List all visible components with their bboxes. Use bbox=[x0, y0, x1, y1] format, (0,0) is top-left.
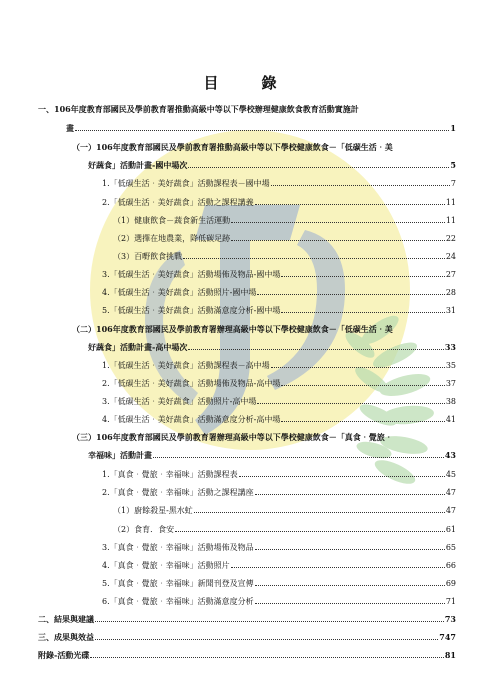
toc-entry-text: 2.「真食‧覺旅‧幸福味」活動之課程講座 bbox=[102, 488, 254, 497]
toc-entry[interactable] bbox=[88, 342, 456, 352]
toc-leader-dots bbox=[255, 596, 445, 604]
toc-entry-page: 45 bbox=[445, 470, 456, 479]
toc-entry-text: 幸福味」活動計畫 bbox=[88, 450, 152, 460]
toc-entry-page: 65 bbox=[445, 543, 456, 552]
toc-leader-dots bbox=[255, 197, 445, 205]
toc-entry-text: （二）106年度教育部國民及學前教育署辦理高級中等以下學校健康飲食－「低碳生活‧美 bbox=[72, 324, 393, 334]
toc-entry-page: 33 bbox=[444, 342, 456, 352]
toc-entry[interactable] bbox=[38, 614, 456, 624]
toc-entry-page: 41 bbox=[445, 415, 456, 424]
toc-leader-dots bbox=[257, 287, 444, 295]
toc-entry[interactable] bbox=[102, 414, 456, 425]
toc-entry-text: （一）106年度教育部國民及學前教育署推動高級中等以下學校健康飲食－「低碳生活‧美 bbox=[72, 142, 393, 152]
toc-entry-page: 27 bbox=[445, 270, 456, 279]
toc-entry-text: 3.「真食‧覺旅‧幸福味」活動場佈及物品 bbox=[102, 543, 254, 552]
toc-entry-page: 38 bbox=[445, 397, 456, 406]
toc-entry[interactable] bbox=[88, 160, 456, 170]
toc-entry-page: 28 bbox=[445, 288, 456, 297]
toc-entry[interactable] bbox=[102, 378, 456, 389]
toc-entry-text: 5.「真食‧覺旅‧幸福味」新聞刊登及宣傳 bbox=[102, 579, 254, 588]
toc-entry-page: 61 bbox=[445, 525, 456, 534]
toc-entry[interactable] bbox=[72, 142, 456, 152]
toc-leader-dots bbox=[95, 632, 438, 640]
toc-entry[interactable] bbox=[102, 469, 456, 480]
toc-entry-page: 7 bbox=[450, 179, 456, 188]
toc-leader-dots bbox=[257, 396, 444, 404]
toc-entry[interactable] bbox=[102, 396, 456, 407]
toc-leader-dots bbox=[281, 305, 444, 313]
toc-leader-dots bbox=[255, 578, 445, 586]
toc-entry-text: （2）食育．食安 bbox=[113, 525, 175, 534]
toc-entry-page: 47 bbox=[445, 488, 456, 497]
toc-leader-dots bbox=[188, 160, 449, 168]
toc-entry-page: 73 bbox=[444, 614, 456, 624]
toc-entry[interactable] bbox=[113, 233, 456, 244]
toc-entry-text: （三）106年度教育部國民及學前教育署辦理高級中等以下學校健康飲食－「真食‧覺旅‧ bbox=[72, 432, 393, 442]
toc-entry-page: 1 bbox=[450, 123, 456, 133]
toc-entry[interactable] bbox=[102, 269, 456, 280]
toc-entry-page: 71 bbox=[445, 597, 456, 606]
toc-entry-text: （2）選擇在地農業，降低碳足跡 bbox=[113, 234, 231, 243]
toc-entry-text: （1）健康飲食－蔬食新生活運動 bbox=[113, 216, 231, 225]
toc-entry-text: 好蔬食」活動計畫-國中場次 bbox=[88, 160, 188, 170]
toc-entry-text: 附錄-活動光碟 bbox=[38, 650, 90, 660]
toc-leader-dots bbox=[175, 524, 445, 532]
toc-leader-dots bbox=[231, 560, 445, 568]
toc-entry[interactable] bbox=[38, 650, 456, 660]
toc-entry-page: 5 bbox=[450, 160, 456, 170]
toc-entry[interactable] bbox=[102, 178, 456, 189]
toc-entry[interactable] bbox=[102, 287, 456, 298]
toc-entry[interactable] bbox=[102, 305, 456, 316]
toc-entry-text: 6.「真食‧覺旅‧幸福味」活動滿意度分析 bbox=[102, 597, 254, 606]
toc-entry-text: 1.「低碳生活‧美好蔬食」活動課程表－國中場 bbox=[102, 179, 270, 188]
toc-entry[interactable] bbox=[102, 542, 456, 553]
toc-entry-text: 4.「低碳生活‧美好蔬食」活動滿意度分析-高中場 bbox=[102, 415, 281, 424]
toc-entry[interactable] bbox=[72, 432, 456, 442]
toc-entry-text: 畫 bbox=[66, 123, 74, 133]
toc-entry-text: 4.「低碳生活‧美好蔬食」活動照片-國中場 bbox=[102, 288, 257, 297]
toc-entry[interactable] bbox=[102, 560, 456, 571]
toc-leader-dots bbox=[281, 269, 444, 277]
toc-entry-text: 二、結果與建議 bbox=[38, 614, 94, 624]
toc-leader-dots bbox=[281, 414, 444, 422]
toc-leader-dots bbox=[194, 505, 445, 513]
toc-entry[interactable] bbox=[113, 215, 456, 226]
toc-leader-dots bbox=[255, 487, 445, 495]
toc-entry-text: （1）廚餘殺星-黑水虻 bbox=[113, 506, 193, 515]
toc-entry[interactable] bbox=[102, 596, 456, 607]
toc-entry-page: 24 bbox=[445, 252, 456, 261]
toc-entry[interactable] bbox=[38, 104, 456, 114]
toc-leader-dots bbox=[231, 233, 445, 241]
toc-entry-page: 31 bbox=[445, 306, 456, 315]
toc-entry-text: 1.「低碳生活‧美好蔬食」活動課程表－高中場 bbox=[102, 361, 270, 370]
toc-entry-page: 11 bbox=[445, 198, 456, 207]
toc-entry-text: 2.「低碳生活‧美好蔬食」活動之課程講義 bbox=[102, 198, 254, 207]
toc-leader-dots bbox=[239, 469, 445, 477]
toc-entry[interactable] bbox=[66, 123, 456, 133]
toc-entry-text: 5.「低碳生活‧美好蔬食」活動滿意度分析-國中場 bbox=[102, 306, 281, 315]
toc-leader-dots bbox=[95, 614, 444, 622]
toc-entry[interactable] bbox=[102, 578, 456, 589]
toc-leader-dots bbox=[153, 450, 444, 458]
toc-entry[interactable] bbox=[88, 450, 456, 460]
toc-leader-dots bbox=[183, 251, 445, 259]
toc-entry-text: 2.「低碳生活‧美好蔬食」活動場佈及物品-高中場 bbox=[102, 379, 281, 388]
toc-entry-page: 43 bbox=[444, 450, 456, 460]
toc-entry-text: 3.「低碳生活‧美好蔬食」活動照片-高中場 bbox=[102, 397, 257, 406]
toc-entry-page: 69 bbox=[445, 579, 456, 588]
toc-leader-dots bbox=[188, 342, 444, 350]
toc-entry[interactable] bbox=[38, 632, 456, 642]
toc-entry-page: 37 bbox=[445, 379, 456, 388]
toc-leader-dots bbox=[281, 378, 444, 386]
toc-entry-page: 35 bbox=[445, 361, 456, 370]
toc-leader-dots bbox=[271, 178, 450, 186]
toc-entry-page: 81 bbox=[444, 650, 456, 660]
toc-entry[interactable] bbox=[102, 360, 456, 371]
toc-entry[interactable] bbox=[102, 197, 456, 208]
toc-entry-text: 1.「真食‧覺旅‧幸福味」活動課程表 bbox=[102, 470, 238, 479]
toc-leader-dots bbox=[90, 650, 444, 658]
toc-entry-page: 11 bbox=[445, 216, 456, 225]
toc-entry-text: （3）百嘢飲食挑戰 bbox=[113, 252, 183, 261]
toc-entry[interactable] bbox=[113, 505, 456, 516]
toc-entry-text: 好蔬食」活動計畫-高中場次 bbox=[88, 342, 188, 352]
toc-entry-text: 4.「真食‧覺旅‧幸福味」活動照片 bbox=[102, 561, 230, 570]
toc-entry-page: 66 bbox=[445, 561, 456, 570]
toc-entry-page: 47 bbox=[445, 506, 456, 515]
toc-entry[interactable] bbox=[72, 324, 456, 334]
toc-entry-text: 三、成果與效益 bbox=[38, 632, 94, 642]
toc-entry[interactable] bbox=[102, 487, 456, 498]
toc-entry-text: 一、106年度教育部國民及學前教育署推動高級中等以下學校辦理健康飲食教育活動實施計 bbox=[38, 104, 359, 114]
toc-leader-dots bbox=[75, 123, 449, 131]
toc-entry[interactable] bbox=[113, 524, 456, 535]
toc-leader-dots bbox=[231, 215, 445, 223]
toc-entry-text: 3.「低碳生活‧美好蔬食」活動場佈及物品-國中場 bbox=[102, 270, 281, 279]
page-title: 目 錄 bbox=[203, 74, 291, 92]
toc-entry[interactable] bbox=[113, 251, 456, 262]
toc-entry-page: 22 bbox=[445, 234, 456, 243]
toc-leader-dots bbox=[255, 542, 445, 550]
toc-entry-page: 747 bbox=[439, 632, 456, 642]
toc-leader-dots bbox=[271, 360, 445, 368]
